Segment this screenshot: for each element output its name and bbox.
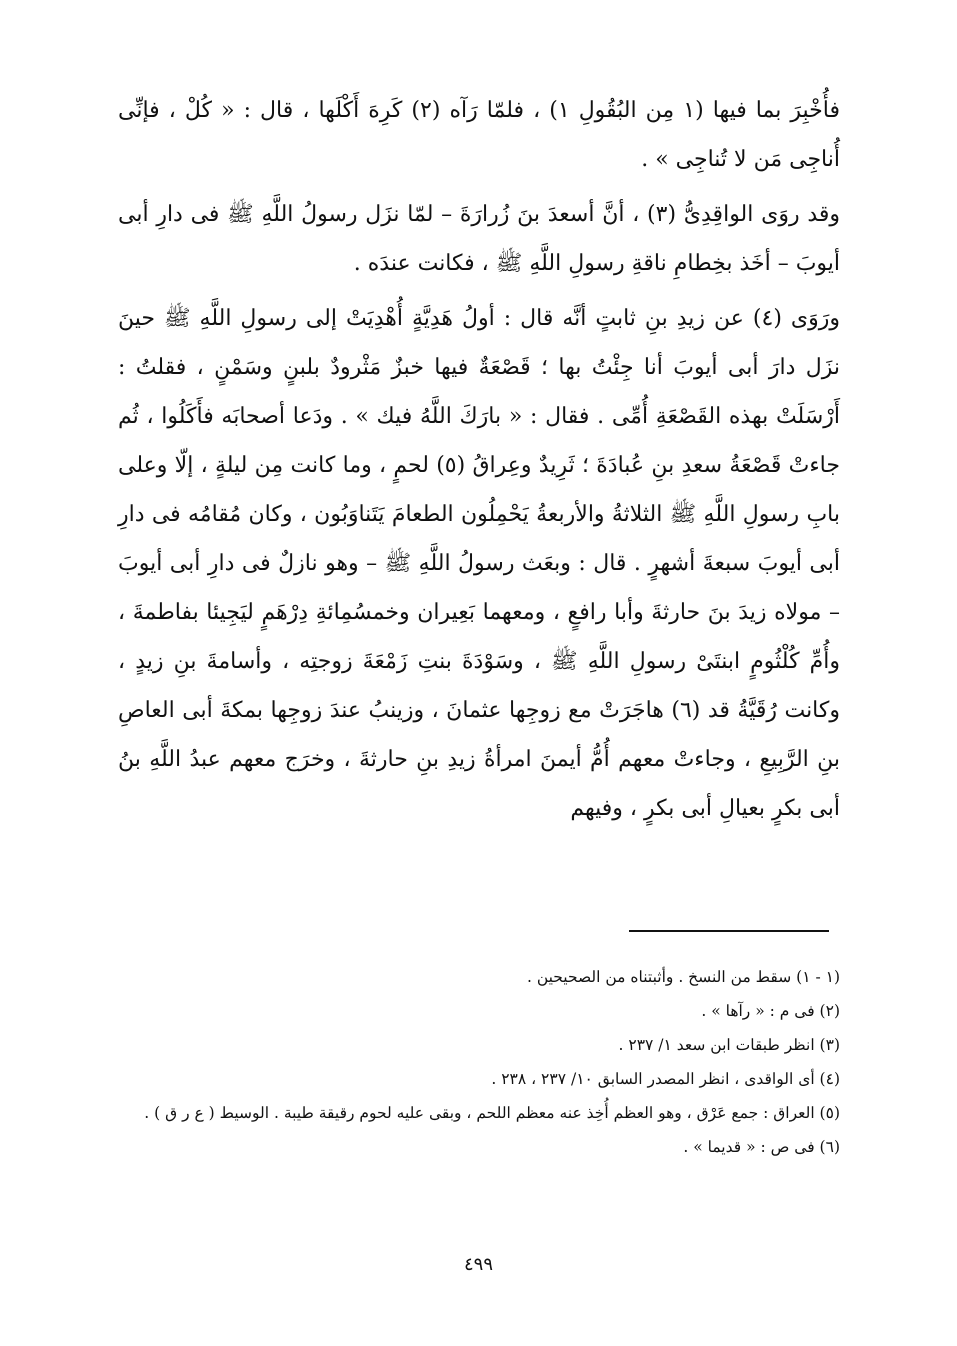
footnote-5: (٥) العراق : جمع عَرْق ، وهو العظم أُخِذ عنه معظم اللحم ، وبقى عليه لحوم رقيقة طيبة . الوسيط ( ع ر ق ) . bbox=[144, 1104, 840, 1122]
footnote-3: (٣) انظر طبقات ابن سعد ١/ ٢٣٧ . bbox=[618, 1036, 840, 1054]
footnote-4: (٤) أى الواقدى ، انظر المصدر السابق ١٠/ ٢٣٧ ، ٢٣٨ . bbox=[491, 1070, 840, 1088]
footnote-2: (٢) فى م : « رآها » . bbox=[701, 1002, 840, 1020]
page-number: ٤٩٩ bbox=[463, 1254, 493, 1275]
paragraph-2: وقد روَى الواقِدِىُّ (٣) ، أنَّ أسعدَ بنَ زُرارَةَ – لمّا نزَل رسولُ اللَّهِ ﷺ فى دارِ أبى أيوبَ – أخَذ بخِطامِ ناقةِ رسولِ اللَّهِ ﷺ ، فكانت عندَه . bbox=[118, 202, 841, 276]
paragraph-1: فأُخْبِرَ بما فيها (١ مِن البُقُولِ ١) ، فلمّا رَآه (٢) كَرِهَ أَكْلَها ، قال : « كُلْ ، فإنِّى أُناجِى مَن لا تُناجِى » . bbox=[118, 98, 840, 172]
footnote-divider bbox=[629, 930, 829, 932]
footnotes bbox=[118, 960, 840, 1164]
footnote-1: (١ - ١) سقط من النسخ . وأثبتناه من الصحيحين . bbox=[526, 968, 840, 986]
main-text bbox=[118, 86, 840, 833]
paragraph-3: ورَوَى (٤) عن زيدِ بنِ ثابتٍ أنَّه قال : أولُ هَدِيَّةٍ أُهْدِيَتْ إلى رسولِ اللَّهِ ﷺ حينَ نزَل دارَ أبى أيوبَ أنا جِئْتُ بها ؛ قَصْعَةٌ فيها خبزٌ مَثْرودٌ بلبنٍ وسَمْنٍ ، فقلتُ : أَرْسَلَتْ بهذه القَصْعَةِ أُمِّى . فقال : « بارَكَ اللَّهُ فيك » . ودَعا أصحابَه فأَكَلُوا ، ثُم جاءتْ قَصْعَةُ سعدِ بنِ عُبادَةَ ؛ ثَرِيدٌ وعِراقُ (٥) لحمٍ ، وما كانت مِن ليلةٍ ، إلّا وعلى بابِ رسولِ اللَّهِ ﷺ الثلاثةُ والأربعةُ يَحْمِلُون الطعامَ يَتَناوَبُون ، وكان مُقامُه فى دارِ أبى أيوبَ سبعةَ أشهرٍ . قال : وبعَث رسولُ اللَّهِ ﷺ – وهو نازلٌ فى دارِ أبى أيوبَ – مولاه زيدَ بنَ حارثةَ وأبا رافعٍ ، ومعهما بَعِيران وخمسُمِائةِ دِرْهَمٍ ليَجِيئا بفاطمةَ ، وأُمِّ كُلْثُومٍ ابنتَىْ رسولِ اللَّهِ ﷺ ، وسَوْدَةَ بنتِ زَمْعَةَ زوجتِه ، وأسامةَ بنِ زيدٍ ، وكانت رُقَيَّةُ قد (٦) هاجَرَتْ مع زوجِها عثمانَ ، وزينبُ عندَ زوجِها بمكةَ أبى العاصِ بنِ الرَّبِيعِ ، وجاءتْ معهم أُمُّ أيمنَ امرأةُ زيدِ بنِ حارثةَ ، وخرَج معهم عبدُ اللَّهِ بنُ أبى بكرٍ بعيالِ أبى بكرٍ ، وفيهم bbox=[118, 306, 841, 821]
footnote-6: (٦) فى ص : « قديما » . bbox=[683, 1138, 840, 1156]
